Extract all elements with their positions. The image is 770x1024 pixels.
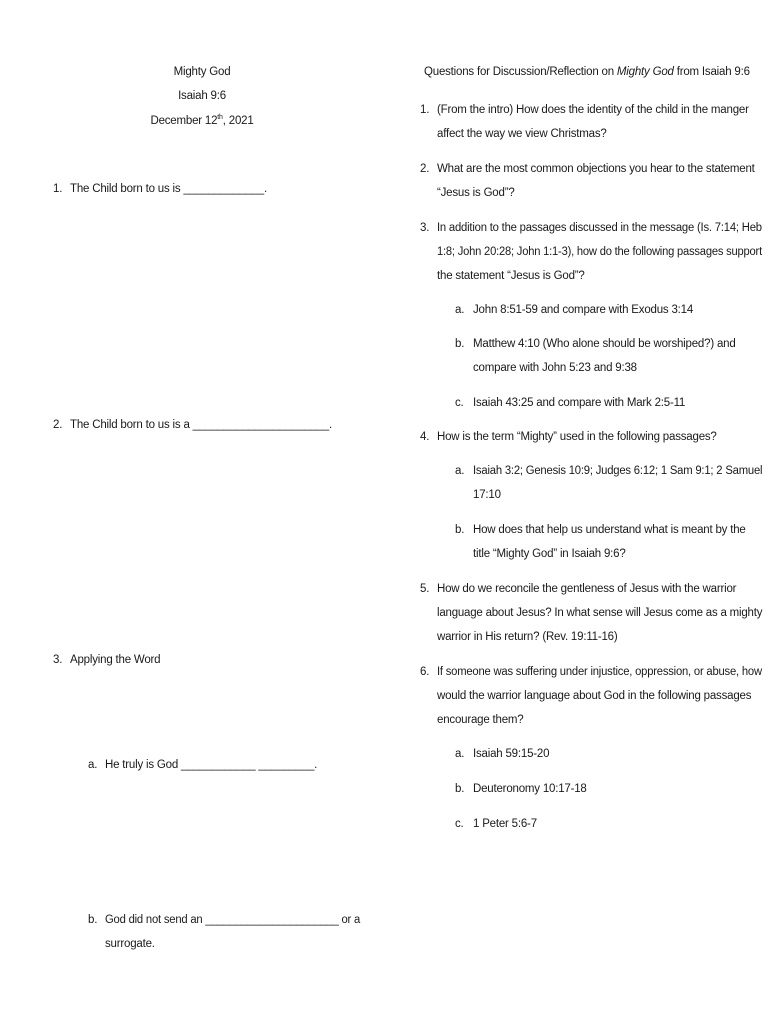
sermon-date: December 12th, 2021 bbox=[150, 114, 254, 127]
question-2-line-2: “Jesus is God”? bbox=[437, 187, 515, 199]
question-3c-letter: c. bbox=[455, 397, 464, 409]
question-5-number: 5. bbox=[420, 583, 430, 595]
question-2-line-1: What are the most common objections you hear to the statement bbox=[437, 163, 755, 175]
question-6-line-3: encourage them? bbox=[437, 714, 524, 726]
point-1-number: 1. bbox=[53, 183, 63, 195]
question-4a-letter: a. bbox=[455, 465, 465, 477]
question-1-line-2: affect the way we view Christmas? bbox=[437, 128, 607, 140]
question-2-number: 2. bbox=[420, 163, 430, 175]
question-5-line-3: warrior in His return? (Rev. 19:11-16) bbox=[437, 631, 618, 643]
point-3-number: 3. bbox=[53, 654, 63, 666]
question-3-number: 3. bbox=[420, 222, 430, 234]
question-3-line-1: In addition to the passages discussed in the message (Is. 7:14; Heb bbox=[437, 222, 762, 234]
point-2-text: The Child born to us is a ______________________. bbox=[70, 419, 332, 431]
point-3-text: Applying the Word bbox=[70, 654, 161, 666]
question-5-line-2: language about Jesus? In what sense will Jesus come as a mighty bbox=[437, 607, 763, 619]
question-6a-letter: a. bbox=[455, 748, 465, 760]
subpoint-b-line-1: God did not send an ______________________ or a bbox=[105, 914, 361, 926]
question-6b-text: Deuteronomy 10:17-18 bbox=[473, 783, 587, 795]
question-6-line-1: If someone was suffering under injustice, oppression, or abuse, how bbox=[437, 666, 762, 678]
question-4a-line-1: Isaiah 3:2; Genesis 10:9; Judges 6:12; 1 Sam 9:1; 2 Samuel bbox=[473, 465, 763, 477]
sermon-scripture: Isaiah 9:6 bbox=[178, 90, 226, 102]
question-1-line-1: (From the intro) How does the identity of the child in the manger bbox=[437, 104, 749, 116]
question-3b-letter: b. bbox=[455, 338, 465, 350]
sermon-title: Mighty God bbox=[173, 66, 231, 78]
question-1-number: 1. bbox=[420, 104, 430, 116]
question-4a-line-2: 17:10 bbox=[473, 489, 501, 501]
question-3b-line-2: compare with John 5:23 and 9:38 bbox=[473, 362, 637, 374]
questions-heading: Questions for Discussion/Reflection on Mighty God from Isaiah 9:6 bbox=[424, 66, 750, 78]
subpoint-b-line-2: surrogate. bbox=[105, 938, 155, 950]
question-4b-line-1: How does that help us understand what is meant by the bbox=[473, 524, 746, 536]
question-6-number: 6. bbox=[420, 666, 430, 678]
question-4b-letter: b. bbox=[455, 524, 465, 536]
question-3-line-2: 1:8; John 20:28; John 1:1-3), how do the following passages support bbox=[437, 246, 762, 258]
point-1-text: The Child born to us is _____________. bbox=[70, 183, 267, 195]
question-4b-line-2: title “Mighty God” in Isaiah 9:6? bbox=[473, 548, 626, 560]
question-3a-letter: a. bbox=[455, 304, 465, 316]
question-6b-letter: b. bbox=[455, 783, 465, 795]
subpoint-a-letter: a. bbox=[88, 759, 98, 771]
question-4-number: 4. bbox=[420, 431, 430, 443]
question-3a-text: John 8:51-59 and compare with Exodus 3:14 bbox=[473, 304, 694, 316]
question-6-line-2: would the warrior language about God in the following passages bbox=[437, 690, 752, 702]
question-3-line-3: the statement “Jesus is God”? bbox=[437, 270, 585, 282]
subpoint-b-letter: b. bbox=[88, 914, 98, 926]
question-6c-letter: c. bbox=[455, 818, 464, 830]
question-3c-text: Isaiah 43:25 and compare with Mark 2:5-11 bbox=[473, 397, 686, 409]
question-4-text: How is the term “Mighty” used in the following passages? bbox=[437, 431, 717, 443]
question-5-line-1: How do we reconcile the gentleness of Jesus with the warrior bbox=[437, 583, 737, 595]
subpoint-a-text: He truly is God ____________ _________. bbox=[105, 759, 318, 771]
point-2-number: 2. bbox=[53, 419, 63, 431]
question-6a-text: Isaiah 59:15-20 bbox=[473, 748, 550, 760]
question-6c-text: 1 Peter 5:6-7 bbox=[473, 818, 537, 830]
question-3b-line-1: Matthew 4:10 (Who alone should be worshiped?) and bbox=[473, 338, 736, 350]
